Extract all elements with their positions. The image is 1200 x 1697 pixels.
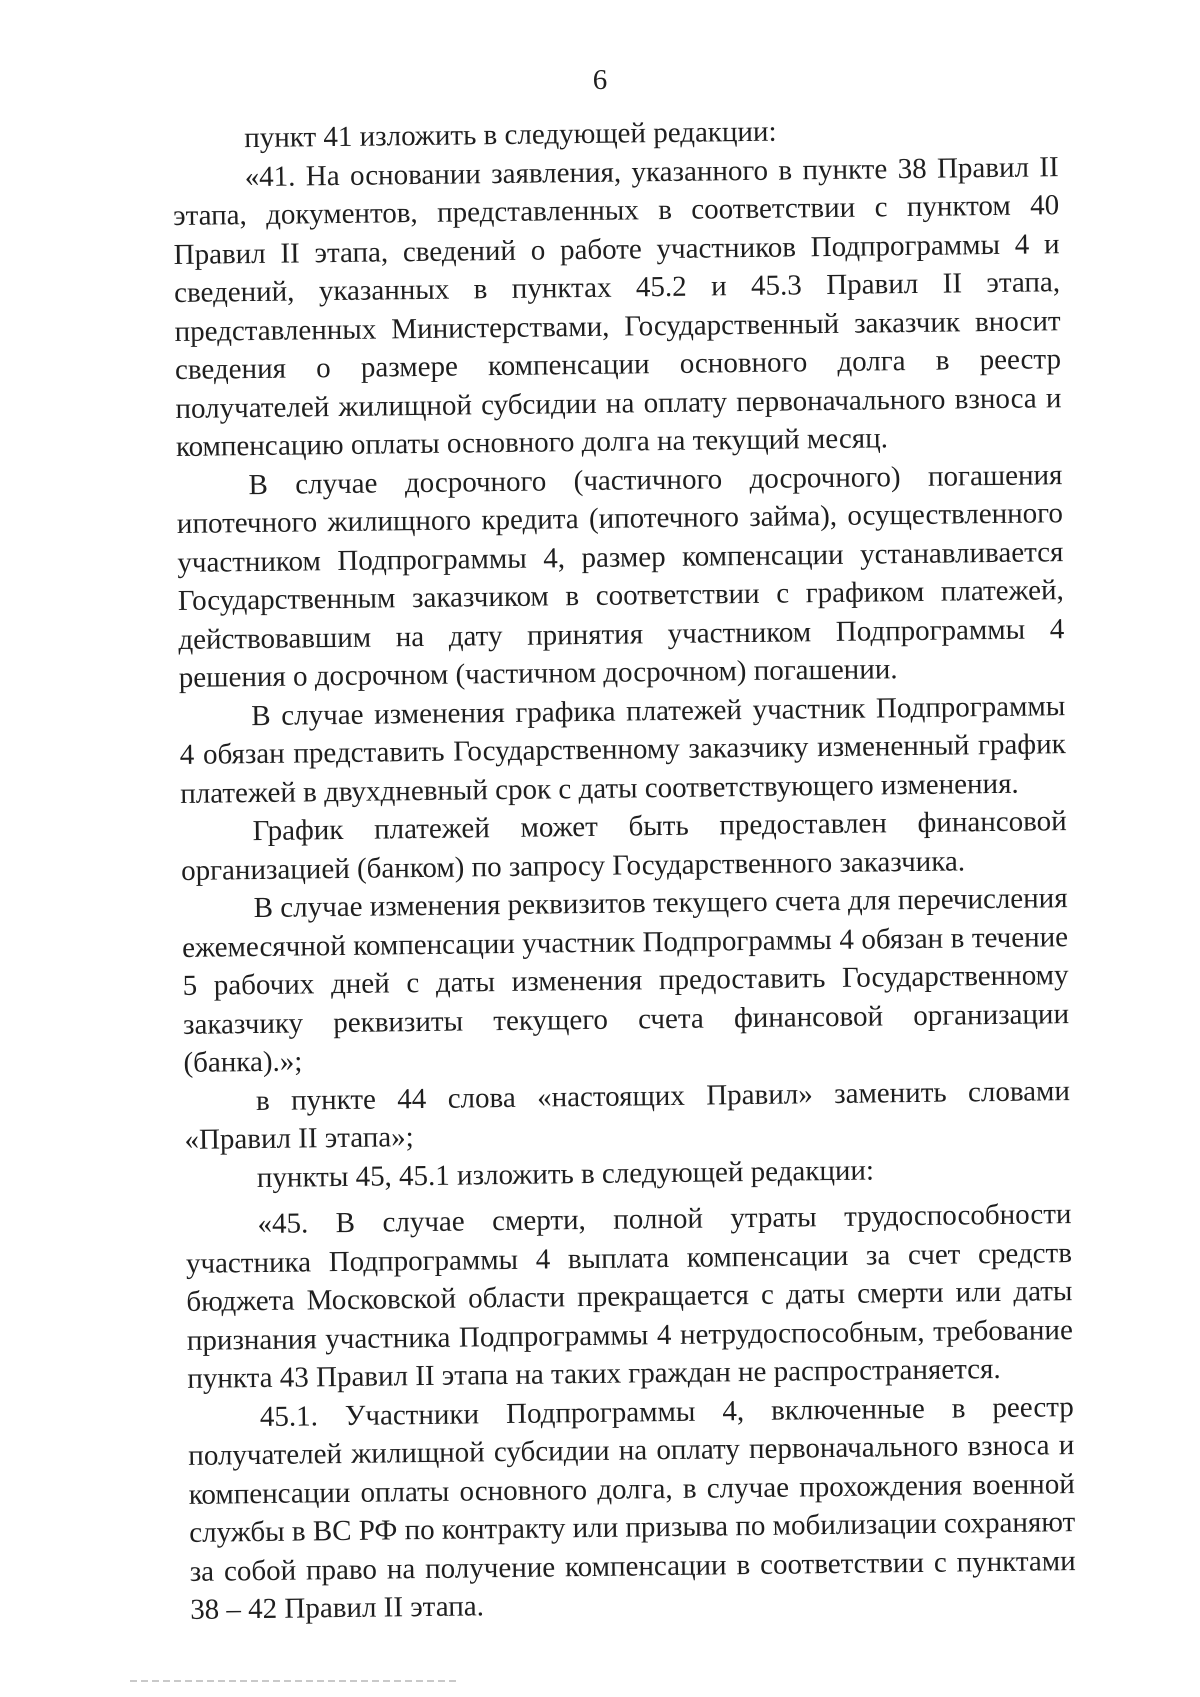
paragraph-account-change: В случае изменения реквизитов текущего счета для перечисления ежемесячной компенсации участник Подпрограммы 4 обязан в течение 5 рабочих дней с даты изменения предоставить Государственному заказчику реквизиты текущего счета финансовой организации (банка).»; — [181, 882, 1070, 1079]
paragraph-44: в пункте 44 слова «настоящих Правил» заменить словами «Правил II этапа»; — [184, 1074, 1071, 1156]
paragraph-schedule-bank: График платежей может быть предоставлен финансовой организацией (банком) по запросу Государственного заказчика. — [180, 805, 1067, 887]
paragraph-intro-41: пункт 41 изложить в следующей редакции: — [244, 115, 777, 155]
paragraph-41: «41. На основании заявления, указанного в пункте 38 Правил II этапа, документов, представленных в соответствии с пунктом 40 Правил II этапа, сведений о работе участников Подпрограммы 4 и сведений, указанных в пунктах 45.2 и 45.3 Правил II этапа, представленных Министерствами, Государственный заказчик вносит сведения о размере компенсации основного долга в реестр получателей жилищной субсидии на оплату первоначального взноса и компенсацию оплаты основного долга на текущий месяц. — [172, 150, 1062, 463]
paragraph-schedule-change: В случае изменения графика платежей участник Подпрограммы 4 обязан представить Государственному заказчику измененный график платежей в двухдневный срок с даты соответствующего изменения. — [179, 689, 1066, 810]
paragraph-45: «45. В случае смерти, полной утраты трудоспособности участника Подпрограммы 4 выплата компенсации за счет средств бюджета Московской области прекращается с даты смерти или даты признания участника Подпрограммы 4 нетрудоспособным, требование пункта 43 Правил II этапа на таких граждан не распространяется. — [185, 1198, 1074, 1395]
paragraph-intro-45: пункты 45, 45.1 изложить в следующей редакции: — [256, 1154, 875, 1194]
page-number: 6 — [592, 64, 608, 96]
scan-footer-line — [130, 1680, 460, 1682]
document-body — [172, 109, 1076, 1629]
paragraph-45-1: 45.1. Участники Подпрограммы 4, включенные в реестр получателей жилищной субсидии на оплату первоначального взноса и компенсации оплаты основного долга, в случае прохождения военной службы в ВС РФ по контракту или призыва по мобилизации сохраняют за собой право на получение компенсации в соответствии с пунктами 38 – 42 Правил II этапа. — [188, 1390, 1076, 1626]
paragraph-early-repayment: В случае досрочного (частичного досрочного) погашения ипотечного жилищного кредита (ипотечного займа), осуществленного участником Подпрограммы 4, размер компенсации устанавливается Государственным заказчиком в соответствии с графиком платежей, действовавшим на дату принятия участником Подпрограммы 4 решения о досрочном (частичном досрочном) погашении. — [176, 458, 1065, 694]
